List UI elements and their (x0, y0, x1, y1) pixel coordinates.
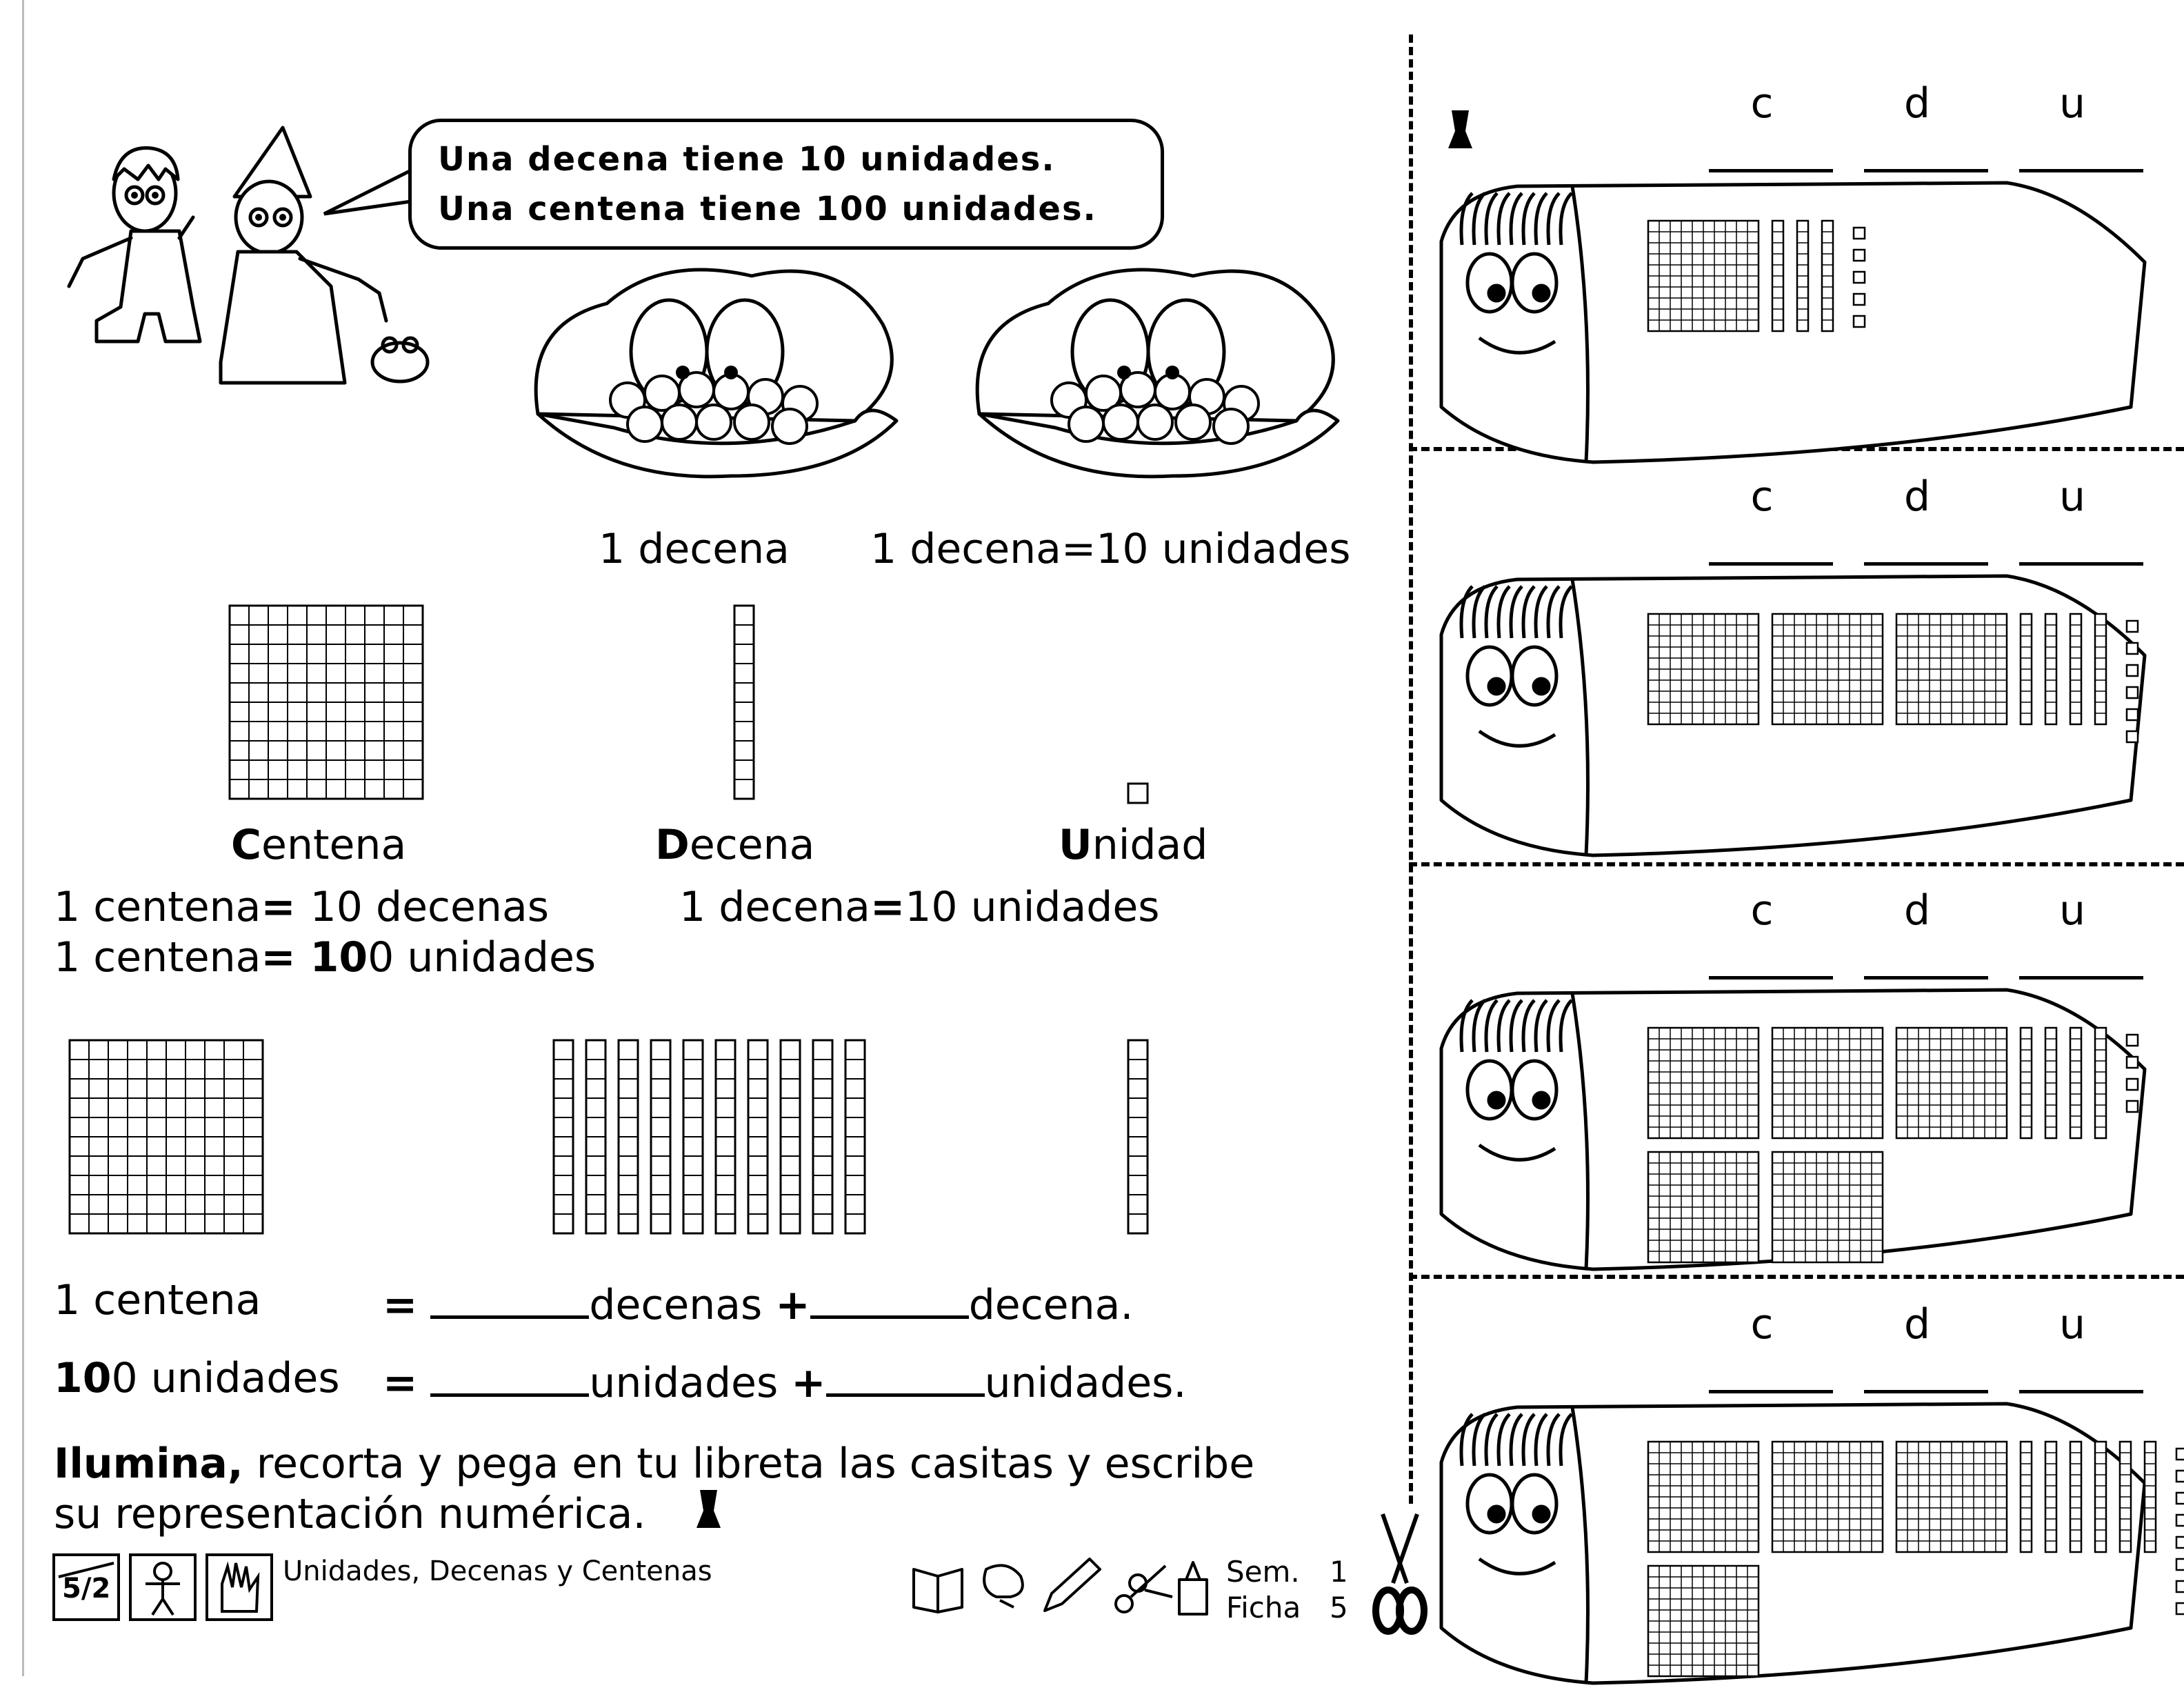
answer-line-c[interactable] (1709, 562, 1833, 566)
house-card-2 (1414, 469, 2184, 855)
blank-decena[interactable] (810, 1280, 969, 1319)
scissors-icon (1116, 1566, 1172, 1612)
cut-line-vertical (1409, 34, 1413, 1504)
house-card-1 (1414, 76, 2184, 462)
ten-rod (2045, 1028, 2056, 1138)
house-card-4 (1414, 1297, 2184, 1683)
ten-rods-group (552, 1038, 890, 1238)
ten-rod (1772, 221, 1783, 331)
unit-cube (2176, 1515, 2184, 1526)
house-drawing (1414, 1400, 2179, 1690)
hundred-flat (1772, 1442, 1883, 1552)
label-d: d (1903, 473, 1931, 521)
ten-rod (1822, 221, 1833, 331)
unit-cube (1126, 782, 1150, 805)
hundred-flat (1896, 1028, 2007, 1138)
speech-line-2: Una centena tiene 100 unidades. (438, 190, 1097, 228)
ten-rod (1797, 221, 1808, 331)
equivalence-3: 1 centena= 100 unidades (54, 933, 597, 982)
hand-icon (206, 1553, 273, 1621)
speech-bubble (408, 119, 1164, 250)
unit-cube (2176, 1537, 2184, 1548)
label-d: d (1903, 79, 1931, 128)
oyster-right (965, 241, 1352, 504)
exercise-row-1: 1 centena (54, 1276, 261, 1324)
ten-rod (651, 1040, 670, 1233)
answer-line-d[interactable] (1864, 562, 1988, 566)
unit-cube (2176, 1603, 2184, 1614)
answer-line-c[interactable] (1709, 1390, 1833, 1393)
math-icon (52, 1553, 120, 1621)
label-c: c (1750, 79, 1774, 128)
label-u: u (2058, 473, 2086, 521)
hundred-flat (1648, 1152, 1759, 1262)
unit-cube (1854, 294, 1865, 305)
unit-cube (2176, 1493, 2184, 1504)
house-card-3 (1414, 883, 2184, 1269)
unit-cube (2127, 665, 2138, 676)
ten-rod (2070, 1442, 2081, 1552)
ten-rod (2095, 1028, 2106, 1138)
unit-cube (2127, 643, 2138, 654)
label-centena: Centena (231, 821, 407, 869)
ficha-label: Ficha (1226, 1591, 1301, 1624)
hundred-flat (1648, 614, 1759, 724)
ten-rod (2145, 1442, 2156, 1552)
unit-cube (2127, 621, 2138, 632)
ten-rod (683, 1040, 703, 1233)
unit-cube (2127, 1101, 2138, 1112)
speech-line-1: Una decena tiene 10 unidades. (438, 140, 1056, 179)
ten-rod (716, 1040, 735, 1233)
label-d: d (1903, 1300, 1931, 1349)
hundred-flat (1648, 1442, 1759, 1552)
label-decena: Decena (655, 821, 815, 869)
ten-rod (845, 1040, 865, 1233)
label-unidad: Unidad (1059, 821, 1208, 869)
ten-rod (732, 604, 756, 804)
topic-label: Unidades, Decenas y Centenas (283, 1555, 712, 1587)
sem-value: 1 (1330, 1555, 1348, 1589)
ten-rod (2021, 614, 2032, 724)
unit-cube (2127, 1035, 2138, 1046)
answer-line-d[interactable] (1864, 1390, 1988, 1393)
hundred-flat (1648, 1566, 1759, 1676)
unit-cube (1854, 316, 1865, 327)
ten-rod (2070, 1028, 2081, 1138)
glue-icon (1179, 1562, 1207, 1614)
answer-line-c[interactable] (1709, 169, 1833, 172)
blank-decenas[interactable] (430, 1280, 589, 1319)
person-icon (129, 1553, 197, 1621)
idea-icon (984, 1565, 1023, 1607)
speech-bubble-tail (324, 159, 421, 221)
hundred-flat (1772, 1028, 1883, 1138)
unit-cube (2176, 1559, 2184, 1570)
house-drawing (1414, 573, 2179, 862)
unit-cube (2127, 1057, 2138, 1068)
hundred-flat (1772, 614, 1883, 724)
unit-cube (2176, 1449, 2184, 1460)
ten-rod (2021, 1442, 2032, 1552)
hundred-flat (1648, 221, 1759, 331)
oyster-caption-right: 1 decena=10 unidades (870, 525, 1351, 573)
ten-rod (2021, 1028, 2032, 1138)
hundred-block (228, 604, 428, 804)
house-drawing (1414, 986, 2179, 1276)
hundred-flat (1896, 1442, 2007, 1552)
answer-line-u[interactable] (2019, 1390, 2143, 1393)
hundred-flat (1772, 1152, 1883, 1262)
ten-rod (2120, 1442, 2131, 1552)
svg-text:5/2: 5/2 (62, 1573, 111, 1604)
page-margin (22, 0, 24, 1676)
ten-rod (586, 1040, 605, 1233)
answer-line-u[interactable] (2019, 169, 2143, 172)
instructions-line-1: Ilumina, recorta y pega en tu libreta las casitas y escribe (54, 1440, 1255, 1488)
unit-cube (2176, 1581, 2184, 1592)
exercise-row-1-rest: = decenas + decena. (383, 1281, 1134, 1329)
label-c: c (1750, 886, 1774, 935)
hundred-block-2 (68, 1038, 268, 1238)
ten-rod (554, 1040, 573, 1233)
exercise-row-2: 100 unidades (54, 1354, 340, 1402)
answer-line-d[interactable] (1864, 976, 1988, 980)
label-u: u (2058, 79, 2086, 128)
cut-line-2 (1409, 862, 2184, 866)
unit-cube (2127, 709, 2138, 720)
blank-unidades-2[interactable] (826, 1358, 985, 1397)
ten-rod (748, 1040, 768, 1233)
unit-cube (2127, 687, 2138, 698)
unit-cube (1854, 272, 1865, 283)
answer-line-u[interactable] (2019, 976, 2143, 980)
unit-cube (2127, 731, 2138, 742)
answer-line-c[interactable] (1709, 976, 1833, 980)
ten-rod (2070, 614, 2081, 724)
label-d: d (1903, 886, 1931, 935)
exercise-row-2-rest: = unidades + unidades. (383, 1359, 1187, 1407)
ten-rod (813, 1040, 832, 1233)
label-u: u (2058, 1300, 2086, 1349)
instructions-line-2: su representación numérica. (54, 1490, 646, 1538)
answer-line-d[interactable] (1864, 169, 1988, 172)
ten-rod (2095, 614, 2106, 724)
unit-cube (1854, 228, 1865, 239)
ten-rod-2 (1126, 1038, 1150, 1238)
characters-illustration (55, 114, 441, 404)
answer-line-u[interactable] (2019, 562, 2143, 566)
label-u: u (2058, 886, 2086, 935)
book-icon (914, 1569, 962, 1612)
ten-rod (2095, 1442, 2106, 1552)
ficha-value: 5 (1330, 1591, 1348, 1624)
oyster-left (524, 241, 910, 504)
house-drawing (1414, 179, 2179, 469)
blank-unidades-1[interactable] (430, 1358, 589, 1397)
cut-paste-icon (693, 1483, 724, 1531)
label-c: c (1750, 473, 1774, 521)
activity-icons (910, 1555, 1214, 1618)
hundred-flat (1896, 614, 2007, 724)
equivalence-2: 1 decena=10 unidades (679, 883, 1160, 931)
ten-rod (619, 1040, 638, 1233)
sem-label: Sem. (1226, 1555, 1300, 1589)
unit-cube (2127, 1079, 2138, 1090)
unit-cube (2176, 1471, 2184, 1482)
ten-rod (2045, 1442, 2056, 1552)
unit-cube (1854, 250, 1865, 261)
oyster-caption-left: 1 decena (599, 525, 790, 573)
ten-rod (2045, 614, 2056, 724)
label-c: c (1750, 1300, 1774, 1349)
hundred-flat (1648, 1028, 1759, 1138)
pencil-icon (1045, 1559, 1100, 1611)
ten-rod (781, 1040, 800, 1233)
equivalence-1: 1 centena= 10 decenas (54, 883, 549, 931)
